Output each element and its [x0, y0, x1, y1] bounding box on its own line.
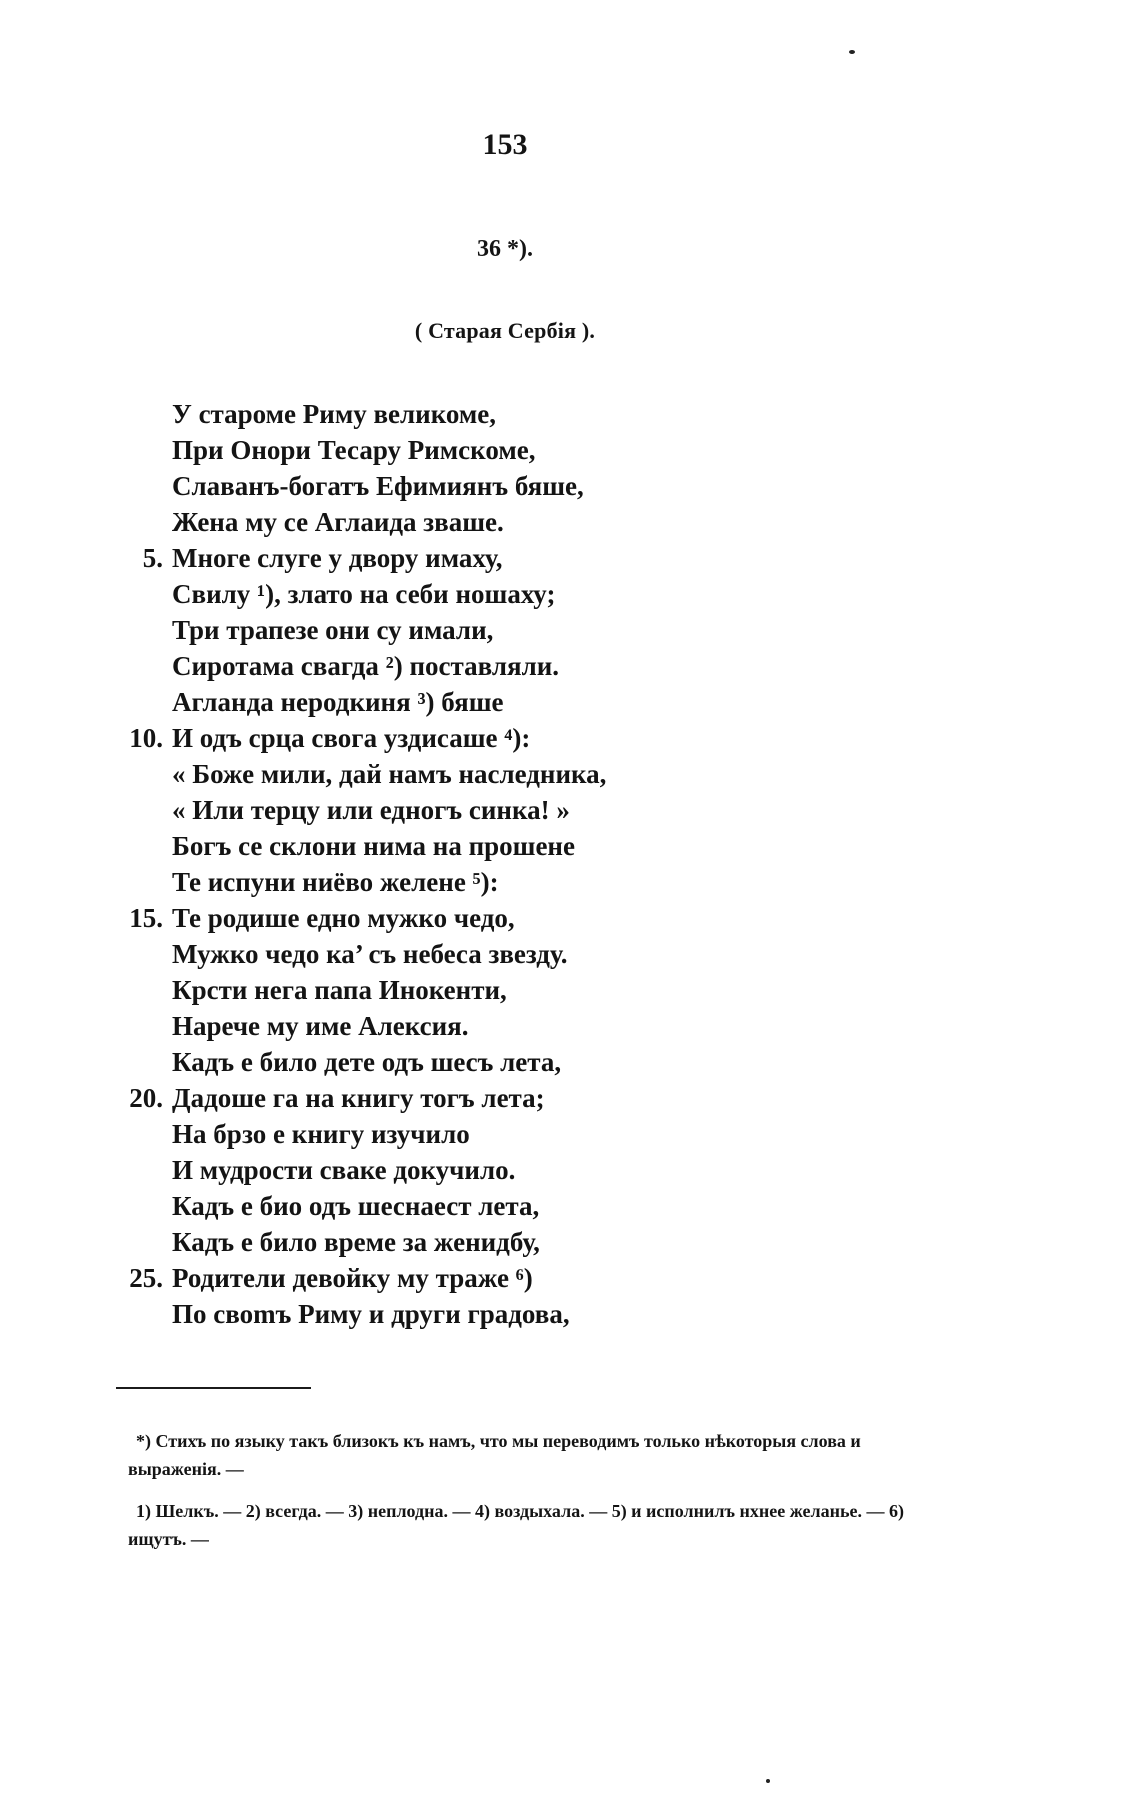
- ink-speck: [849, 50, 855, 54]
- poem-line: [0, 468, 1010, 504]
- poem-line: [0, 936, 1010, 972]
- line-text: Кадъ е било дете одъ шесъ лета,: [172, 1047, 562, 1077]
- poem-line: [0, 828, 1010, 864]
- line-number: 25.: [129, 1263, 163, 1293]
- line-text: Многе слуге у двору имаху,: [172, 543, 503, 573]
- line-text: Жена му се Аглаида зваше.: [172, 507, 504, 537]
- footnote-general: *) Стихъ по языку такъ близокъ къ намъ, что мы переводимъ только нѣкоторыя слова и выраженія. —: [128, 1431, 861, 1479]
- line-number: 20.: [129, 1083, 163, 1113]
- poem-line: [0, 1008, 1010, 1044]
- line-text: У староме Риму великоме,: [172, 399, 497, 429]
- poem-line: [0, 684, 1010, 720]
- line-text: Те родише едно мужко чедо,: [172, 903, 515, 933]
- poem-line: [0, 1260, 1010, 1296]
- poem-line: [0, 1080, 1010, 1116]
- poem-line: [0, 1152, 1010, 1188]
- line-text: Кадъ е био одъ шеснаест лета,: [172, 1191, 540, 1221]
- line-text: И мудрости сваке докучило.: [172, 1155, 516, 1185]
- line-text: Три трапезе они су имали,: [172, 615, 494, 645]
- poem-line: [0, 1188, 1010, 1224]
- line-text: « Или терцу или едногъ синка! »: [172, 795, 570, 825]
- page-number: 153: [482, 128, 528, 161]
- line-text: На брзо е книгу изучило: [172, 1119, 470, 1149]
- line-text: По своmъ Риму и други градова,: [172, 1299, 570, 1329]
- poem-line: [0, 720, 1010, 756]
- line-text: Те испуни ниёво желене ⁵):: [172, 867, 499, 897]
- line-text: Агланда неродкиня ³) бяше: [172, 687, 504, 717]
- poem-line: [0, 612, 1010, 648]
- line-text: « Боже мили, дай намъ наследника,: [172, 759, 607, 789]
- poem-line: [0, 1296, 1010, 1332]
- poem-line: [0, 1116, 1010, 1152]
- poem-line: [0, 540, 1010, 576]
- poem-line: [0, 396, 1010, 432]
- poem-line: [0, 576, 1010, 612]
- poem-subtitle: ( Старая Сербія ).: [414, 318, 596, 343]
- poem-line: [0, 648, 1010, 684]
- line-text: Нарече му име Алексия.: [172, 1011, 469, 1041]
- poem-line: [0, 504, 1010, 540]
- poem-line: [0, 864, 1010, 900]
- poem-line: [0, 1044, 1010, 1080]
- footnote-divider: [116, 1387, 311, 1389]
- line-text: Дадоше га на книгу тогъ лета;: [172, 1083, 545, 1113]
- line-text: Родители девойку му траже ⁶): [172, 1263, 533, 1293]
- poem-line: [0, 792, 1010, 828]
- line-text: Свилу ¹), злато на себи ношаху;: [172, 579, 556, 609]
- line-number: 5.: [142, 543, 163, 573]
- poem-line: [0, 900, 1010, 936]
- line-text: И одъ срца свога уздисаше ⁴):: [172, 723, 531, 753]
- line-number: 10.: [129, 723, 163, 753]
- poem-line: [0, 432, 1010, 468]
- footnote-glosses: 1) Шелкъ. — 2) всегда. — 3) неплодна. — 4) воздыхала. — 5) и исполнилъ нхнее желанье. — 6) ищутъ. —: [128, 1501, 904, 1549]
- line-number: 15.: [129, 903, 163, 933]
- line-text: Мужко чедо ка’ съ небеса звезду.: [172, 939, 568, 969]
- footnotes: [128, 1427, 918, 1567]
- line-text: Славанъ-богатъ Ефимиянъ бяше,: [172, 471, 584, 501]
- poem-line: [0, 972, 1010, 1008]
- poem-body: [0, 396, 1010, 1332]
- ink-speck: [766, 1779, 770, 1783]
- line-text: Богъ се склони нима на прошене: [172, 831, 575, 861]
- line-text: Кадъ е било време за женидбу,: [172, 1227, 540, 1257]
- poem-line: [0, 756, 1010, 792]
- line-text: При Онори Тесару Римскоме,: [172, 435, 536, 465]
- line-text: Сиротама свагда ²) поставляли.: [172, 651, 560, 681]
- poem-number: 36 *).: [477, 236, 533, 262]
- poem-line: [0, 1224, 1010, 1260]
- line-text: Крсти нега папа Инокенти,: [172, 975, 507, 1005]
